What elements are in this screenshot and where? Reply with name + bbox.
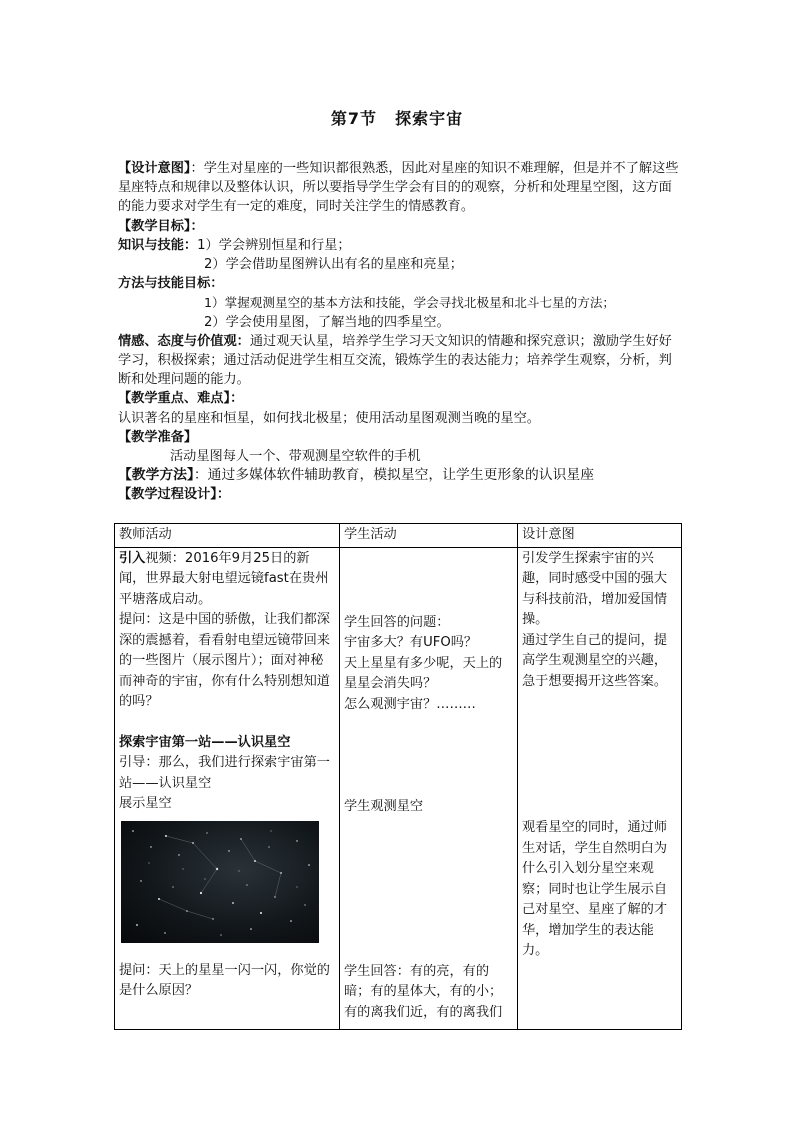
student-answer-2: 学生回答：有的亮，有的暗；有的星体大，有的小；有的离我们近，有的离我们 [344, 963, 503, 1020]
process-table [114, 523, 682, 1030]
method-label: 方法与技能目标： [118, 276, 224, 292]
section-number: 第7节 [330, 109, 378, 128]
teacher-cell [115, 547, 340, 1029]
student-observe: 学生观测星空 [344, 799, 424, 814]
process-label: 【教学过程设计】： [118, 487, 231, 503]
student-question-2: 天上星星有多少呢，天上的星星会消失吗？ [344, 655, 503, 691]
design-intent-label: 【设计意图】 [118, 161, 191, 176]
intent-3: 观看星空的同时，通过师生对话，学生自然明白为什么引入划分星空来观察；同时也让学生展示自己对星空、星座了解的才华，增加学生的表达能力。 [522, 820, 668, 958]
preparation-label: 【教学准备】 [118, 429, 198, 445]
teaching-methods [118, 466, 680, 485]
student-question-1: 宇宙多大？有UFO吗？ [344, 635, 478, 650]
intro-paragraph [119, 549, 335, 611]
knowledge-line-1 [118, 236, 680, 255]
key-points-label: 【教学重点、难点】： [118, 391, 244, 407]
star-sky-image [121, 821, 319, 943]
emotion-goal [118, 332, 680, 390]
teacher-show: 展示星空 [119, 796, 172, 811]
teacher-question-2: 提问：天上的星星一闪一闪，你觉的是什么原因？ [119, 962, 330, 998]
document-body [118, 159, 680, 505]
teacher-guide: 引导：那么，我们进行探索宇宙第一站——认识星空 [119, 755, 330, 791]
student-question-3: 怎么观测宇宙？……… [344, 696, 476, 712]
methods-label: 【教学方法】 [118, 467, 194, 484]
teacher-question-1: 提问：这是中国的骄傲，让我们都深深的震撼着，看看射电望远镜带回来的一些图片（展示图片）；面对神秘而神奇的宇宙，你有什么特别想知道的吗？ [119, 612, 330, 709]
table-header-row [115, 524, 682, 548]
header-intent: 设计意图 [518, 524, 682, 548]
method-item-1: 1）掌握观测星空的基本方法和技能，学会寻找北极星和北斗七星的方法； [204, 295, 616, 311]
page-title [0, 106, 794, 129]
station-title: 探索宇宙第一站——认识星空 [119, 734, 291, 750]
student-cell [340, 547, 518, 1029]
intent-2: 通过学生自己的提问，提高学生观测星空的兴趣，急于想要揭开这些答案。 [522, 632, 668, 689]
header-teacher: 教师活动 [115, 524, 340, 548]
section-name: 探索宇宙 [395, 109, 464, 128]
emotion-text: 通过观天认星，培养学生学习天文知识的情趣和探究意识；激励学生好好学习，积极探索；通过活动促进学生相互交流，锻炼学生的表达能力；培养学生观察，分析，判断和处理问题的能力。 [118, 333, 672, 388]
star-field-graphic [121, 821, 319, 943]
intent-cell [518, 547, 682, 1029]
key-points-text: 认识著名的星座和恒星，如何找北极星；使用活动星图观测当晚的星空。 [118, 410, 540, 426]
table-row [115, 547, 682, 1029]
knowledge-item-2: 2）学会借助星图辨认出有名的星座和亮星； [204, 257, 463, 273]
header-student: 学生活动 [340, 524, 518, 548]
intro-text: 视频：2016年9月25日的新闻，世界最大射电望远镜fast在贵州平塘落成启动。 [119, 550, 329, 607]
design-intent-text: ：学生对星座的一些知识都很熟悉，因此对星座的知识不难理解，但是并不了解这些星座特点和规律以及整体认识，所以要指导学生学会有目的的观察，分析和处理星空图，这方面的能力要求对学生有一定的难度，同时关注学生的情感教育。 [118, 161, 679, 215]
design-intent [118, 159, 680, 217]
preparation-text: 活动星图每人一个、带观测星空软件的手机 [170, 449, 421, 465]
intro-label: 引入 [119, 550, 146, 566]
knowledge-item-1: 1）学会辨别恒星和行星； [197, 237, 351, 253]
intent-1: 引发学生探索宇宙的兴趣，同时感受中国的强大与科技前沿，增加爱国情操。 [522, 550, 668, 627]
methods-text: ：通过多媒体软件辅助教育，模拟星空，让学生更形象的认识星座 [193, 467, 594, 484]
objectives-label: 【教学目标】： [118, 218, 204, 234]
knowledge-label: 知识与技能： [118, 237, 198, 253]
student-answers-head: 学生回答的问题： [344, 614, 450, 630]
emotion-label: 情感、态度与价值观： [118, 333, 250, 349]
method-item-2: 2）学会使用星图，了解当地的四季星空。 [204, 314, 450, 330]
